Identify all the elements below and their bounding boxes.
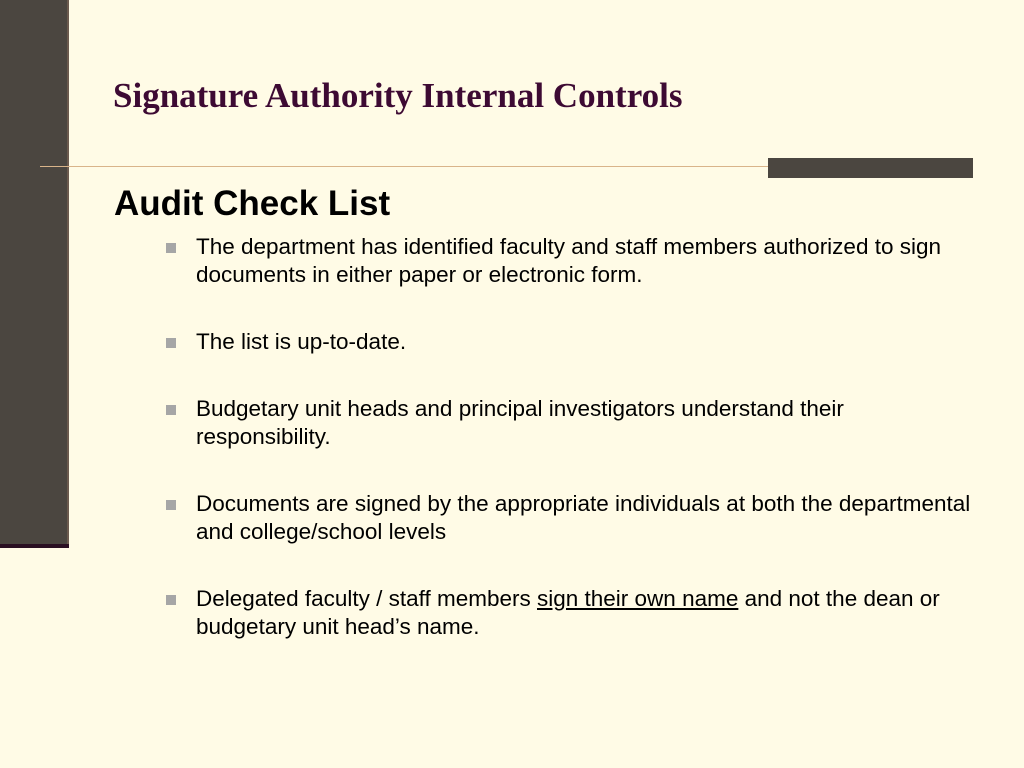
left-bar-edge bbox=[67, 0, 69, 548]
title-divider-line bbox=[40, 166, 768, 167]
checklist-item-text: The department has identified faculty and staff members authorized to sign documents in either paper or electronic form. bbox=[196, 234, 942, 287]
title-divider-bar bbox=[768, 158, 973, 178]
slide-title: Signature Authority Internal Controls bbox=[113, 76, 683, 115]
slide-subheading: Audit Check List bbox=[114, 184, 391, 223]
checklist-item bbox=[166, 585, 976, 641]
checklist-item bbox=[166, 233, 976, 289]
checklist bbox=[166, 233, 976, 641]
underlined-emphasis: sign their own name bbox=[537, 586, 739, 611]
square-bullet-icon bbox=[166, 500, 176, 510]
square-bullet-icon bbox=[166, 338, 176, 348]
left-bar-accent bbox=[0, 544, 69, 548]
checklist-item-text-start: Delegated faculty / staff members bbox=[196, 586, 537, 611]
checklist-item-text bbox=[196, 586, 940, 639]
checklist-item bbox=[166, 490, 976, 546]
checklist-item bbox=[166, 328, 976, 356]
left-decorative-bar bbox=[0, 0, 67, 546]
checklist-item-text: Documents are signed by the appropriate individuals at both the departmental and college/school levels bbox=[196, 491, 971, 544]
square-bullet-icon bbox=[166, 595, 176, 605]
square-bullet-icon bbox=[166, 243, 176, 253]
checklist-item-text-end: and not the dean or budgetary unit head’s name. bbox=[196, 586, 940, 639]
checklist-item-text: Budgetary unit heads and principal investigators understand their responsibility. bbox=[196, 396, 844, 449]
square-bullet-icon bbox=[166, 405, 176, 415]
checklist-item-text: The list is up-to-date. bbox=[196, 329, 407, 354]
checklist-item bbox=[166, 395, 976, 451]
